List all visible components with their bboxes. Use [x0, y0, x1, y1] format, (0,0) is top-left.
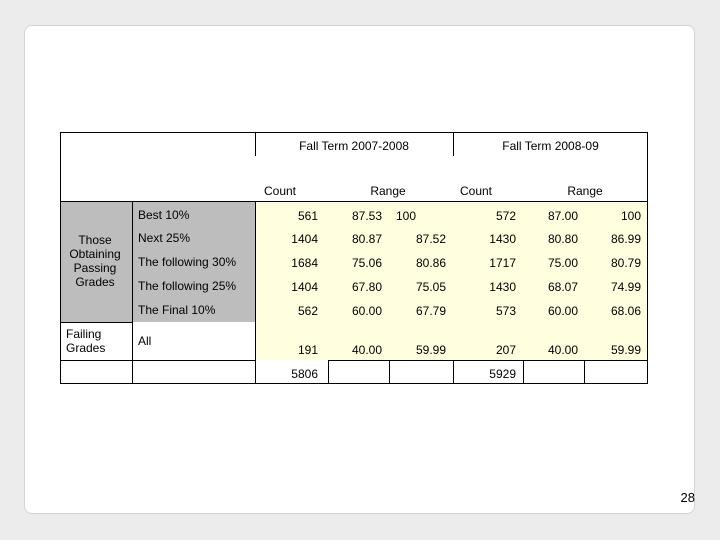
table-border-left: [60, 132, 61, 384]
count-2007: 1404: [291, 280, 318, 294]
count-2008: 573: [495, 304, 516, 318]
count-2008: 1430: [489, 232, 516, 246]
row-label: The following 30%: [138, 255, 237, 269]
row-label: All: [138, 334, 152, 348]
range-low-2008: 68.07: [547, 280, 578, 294]
term-2007-header: Fall Term 2007-2008: [299, 139, 409, 153]
group-column-divider: [132, 201, 133, 384]
range-high-2007: 80.86: [415, 256, 446, 270]
range-high-2008: 86.99: [610, 232, 641, 246]
range-high-2008: 80.79: [610, 256, 641, 270]
count-2008: 572: [495, 209, 516, 223]
table-border-bottom: [60, 383, 648, 384]
count-2007: 562: [297, 304, 318, 318]
range-high-2008: 100: [620, 209, 641, 223]
group-label-failing: Failing Grades: [66, 327, 106, 355]
range-low-2007: 67.80: [351, 280, 382, 294]
count-2008: 1430: [489, 280, 516, 294]
range-low-2008: 80.80: [547, 232, 578, 246]
range-high-2007: 59.99: [415, 343, 446, 357]
range-low-2007: 75.06: [351, 256, 382, 270]
count-2007: 561: [297, 209, 318, 223]
row-label: The following 25%: [138, 279, 237, 293]
passing-failing-divider: [60, 322, 132, 323]
count-2007: 1684: [291, 256, 318, 270]
label-totals-divider: [132, 360, 255, 361]
table-border-right: [647, 132, 648, 384]
range-low-2007: 80.87: [351, 232, 382, 246]
range-low-2007: 40.00: [351, 343, 382, 357]
totals-col-divider-5: [584, 360, 585, 384]
range-low-2008: 40.00: [547, 343, 578, 357]
table-border-top: [60, 132, 648, 133]
totals-col-divider-1: [328, 360, 329, 384]
totals-col-divider-4: [523, 360, 524, 384]
count-header-2008: Count: [459, 184, 493, 198]
range-header-2007: Range: [370, 184, 406, 198]
header-divider: [60, 201, 648, 202]
range-low-2008: 60.00: [547, 304, 578, 318]
range-high-2008: 59.99: [610, 343, 641, 357]
total-count-2008: 5929: [489, 367, 516, 381]
failing-totals-divider-left: [60, 360, 132, 361]
range-high-2007: 87.52: [415, 232, 446, 246]
totals-row-top: [328, 360, 648, 361]
total-count-2007: 5806: [291, 367, 318, 381]
range-high-2007: 75.05: [415, 280, 446, 294]
range-low-2007: 60.00: [351, 304, 382, 318]
row-label: Next 25%: [138, 231, 191, 245]
count-2007: 1404: [291, 232, 318, 246]
row-label: The Final 10%: [138, 303, 216, 317]
term-2008-header: Fall Term 2008-09: [502, 139, 599, 153]
totals-col-divider-2: [389, 360, 390, 384]
range-low-2008: 87.00: [547, 209, 578, 223]
range-high-2008: 74.99: [610, 280, 641, 294]
range-low-2007: 87.53: [351, 209, 382, 223]
count-header-2007: Count: [263, 184, 297, 198]
group-label-passing: Those Obtaining Passing Grades: [69, 233, 121, 289]
count-2007: 191: [297, 343, 318, 357]
count-2008: 1717: [489, 256, 516, 270]
range-header-2008: Range: [567, 184, 603, 198]
count-2008: 207: [495, 343, 516, 357]
row-label: Best 10%: [138, 208, 190, 222]
range-high-2008: 68.06: [610, 304, 641, 318]
range-high-2007: 100: [396, 209, 417, 223]
range-high-2007: 67.79: [415, 304, 446, 318]
page-number: 28: [680, 490, 695, 505]
range-low-2008: 75.00: [547, 256, 578, 270]
